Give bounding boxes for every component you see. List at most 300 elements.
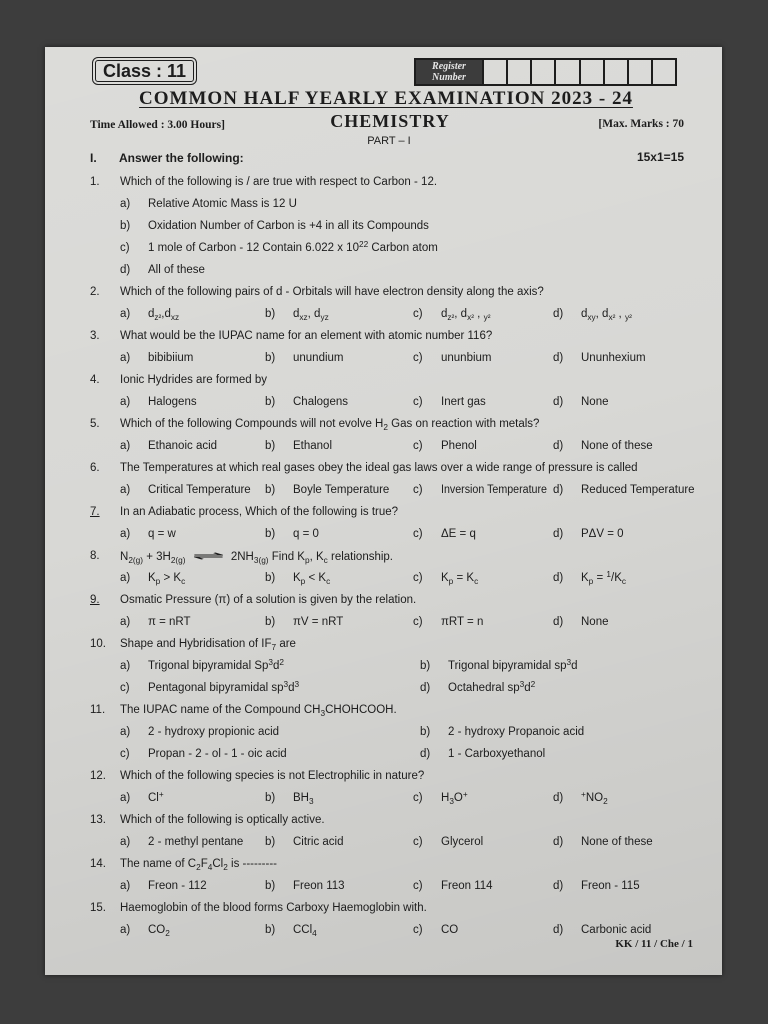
option-label: a)	[120, 572, 131, 584]
superscript: 3	[566, 658, 572, 668]
subscript: 3(g)	[253, 555, 269, 565]
text-run: Ununhexium	[581, 352, 646, 364]
subscript: 3	[449, 796, 454, 806]
options-row	[0, 655, 768, 677]
text-run: 1 - Carboxyethanol	[448, 748, 546, 760]
question-line	[0, 369, 768, 391]
option-label: a)	[120, 484, 131, 496]
superscript: 2	[279, 658, 285, 668]
subscript: 4	[207, 862, 213, 872]
question-line	[0, 633, 768, 655]
option-text	[441, 787, 468, 810]
text-run: Boyle Temperature	[293, 484, 390, 496]
option-text	[148, 875, 207, 897]
text-run: CO	[148, 924, 166, 936]
option-text	[148, 655, 284, 678]
subscript: 3	[308, 796, 314, 806]
subscript: c	[326, 576, 331, 586]
options-row	[0, 677, 768, 699]
option-text	[293, 831, 343, 853]
subscript: 2	[196, 862, 201, 872]
text-run: Trigonal bipyramidal sp	[448, 660, 567, 672]
option-text	[148, 743, 287, 765]
text-run: Carbonic acid	[581, 924, 652, 936]
class-badge: Class : 11	[92, 57, 197, 85]
question-number: 9.	[90, 594, 100, 606]
text-run: ,d	[161, 308, 171, 320]
text-run: Freon - 115	[581, 880, 640, 892]
text-run: + 3H	[143, 551, 171, 563]
part-heading: PART – I	[367, 135, 411, 147]
superscript: +	[462, 790, 468, 800]
question-text	[120, 633, 296, 655]
text-run: Propan - 2 - ol - 1 - oic acid	[148, 748, 287, 760]
option-text	[293, 611, 343, 633]
text-run: Gas on reaction with metals?	[387, 418, 540, 430]
text-run: K	[293, 572, 301, 584]
text-run: 2 - hydroxy propionic acid	[148, 726, 280, 738]
option-label: d)	[553, 880, 564, 892]
register-label-line: Number	[432, 72, 466, 83]
option-text	[293, 391, 348, 413]
text-run: ,	[473, 308, 484, 320]
option-text	[293, 435, 332, 457]
option-text	[293, 787, 314, 810]
text-run: K	[148, 572, 156, 584]
subscript: c	[323, 555, 328, 565]
option-text	[448, 721, 584, 743]
option-label: d)	[553, 396, 564, 408]
text-run: Pentagonal bipyramidal sp	[148, 682, 284, 694]
option-label: d)	[553, 616, 564, 628]
option-label: c)	[413, 880, 423, 892]
text-run: 1 mole of Carbon - 12 Contain 6.022 x 10	[148, 242, 359, 254]
option-label: b)	[265, 528, 276, 540]
option-text	[448, 677, 535, 700]
text-run: = K	[453, 572, 475, 584]
subscript: p	[300, 576, 306, 586]
text-run: 2 - hydroxy Propanoic acid	[448, 726, 585, 738]
option-label: b)	[265, 616, 276, 628]
subscript: p	[588, 576, 594, 586]
subscript: 2(g)	[170, 555, 186, 565]
text-run: πRT = n	[441, 616, 484, 628]
text-run: Cl	[212, 858, 224, 870]
option-label: a)	[120, 352, 131, 364]
option-text	[148, 215, 429, 237]
text-run: K	[441, 572, 449, 584]
register-label-line: Register	[432, 61, 466, 72]
option-label: b)	[265, 880, 276, 892]
superscript: 22	[358, 240, 369, 250]
options-row	[0, 259, 768, 281]
question-line	[0, 897, 768, 919]
subscript: 7	[271, 642, 277, 652]
question-text	[120, 457, 638, 479]
text-run: Which of the following pairs of d - Orbitals will have electron density along the axis?	[120, 286, 544, 298]
text-run: The IUPAC name of the Compound CH	[120, 704, 321, 716]
option-text	[581, 611, 609, 633]
option-label: a)	[120, 880, 131, 892]
text-run: d	[571, 660, 578, 672]
text-run: Critical Temperature	[148, 484, 251, 496]
option-text	[148, 193, 297, 215]
superscript: 1	[606, 570, 611, 580]
option-label: a)	[120, 792, 131, 804]
text-run: Which of the following species is not Electrophilic in nature?	[120, 770, 425, 782]
text-run: d	[273, 660, 280, 672]
option-text	[581, 831, 653, 853]
question-text	[120, 809, 325, 831]
question-text	[120, 171, 437, 193]
option-text	[148, 721, 279, 743]
option-text	[293, 567, 330, 590]
text-run: Ethanol	[293, 440, 333, 452]
question-text	[120, 413, 539, 435]
option-text	[148, 435, 217, 457]
text-run: ΔE = q	[441, 528, 476, 540]
option-label: b)	[120, 220, 131, 232]
text-run: CHOHCOOH.	[325, 704, 397, 716]
option-text	[581, 875, 640, 897]
question-text	[120, 369, 267, 391]
options-row	[0, 193, 768, 215]
option-label: a)	[120, 198, 131, 210]
text-run: None of these	[581, 836, 653, 848]
option-text	[441, 567, 478, 590]
question-line	[0, 765, 768, 787]
option-text	[293, 347, 344, 369]
option-text	[293, 875, 345, 897]
option-text	[148, 919, 170, 942]
option-text	[441, 523, 476, 545]
text-run: d	[524, 682, 531, 694]
question-line	[0, 589, 768, 611]
option-text	[441, 611, 483, 633]
question-line	[0, 809, 768, 831]
option-text	[581, 391, 609, 413]
option-text	[148, 303, 179, 326]
question-line	[0, 545, 768, 567]
option-text	[581, 347, 646, 369]
question-text	[120, 325, 492, 347]
options-row	[0, 721, 768, 743]
max-marks: [Max. Marks : 70	[598, 118, 684, 130]
option-text	[148, 259, 205, 281]
question-number: 8.	[90, 550, 100, 562]
text-run: Relative Atomic Mass is 12 U	[148, 198, 297, 210]
question-text	[120, 589, 416, 611]
text-run: BH	[293, 792, 309, 804]
text-run: =	[593, 572, 607, 584]
superscript: 2	[530, 680, 536, 690]
question-number: 12.	[90, 770, 106, 782]
superscript: 3	[294, 680, 300, 690]
text-run: Find K	[268, 551, 305, 563]
text-run: Citric acid	[293, 836, 344, 848]
text-run	[186, 551, 189, 563]
question-line	[0, 501, 768, 523]
option-label: d)	[553, 440, 564, 452]
section-number: I.	[90, 151, 97, 165]
text-run: bibibiium	[148, 352, 194, 364]
option-label: b)	[265, 352, 276, 364]
option-label: a)	[120, 616, 131, 628]
option-text	[148, 391, 197, 413]
text-run: /K	[611, 572, 622, 584]
text-run: ,	[615, 308, 625, 320]
option-label: c)	[413, 528, 423, 540]
text-run: < K	[305, 572, 327, 584]
question-line	[0, 413, 768, 435]
options-row	[0, 743, 768, 765]
text-run: q = w	[148, 528, 176, 540]
options-row	[0, 523, 768, 545]
option-label: d)	[120, 264, 131, 276]
option-text	[581, 479, 695, 501]
time-allowed: Time Allowed : 3.00 Hours]	[90, 119, 225, 131]
option-text	[581, 787, 608, 810]
option-label: a)	[120, 440, 131, 452]
text-run: None	[581, 396, 609, 408]
option-label: b)	[265, 924, 276, 936]
text-run: None of these	[581, 440, 653, 452]
option-text	[148, 611, 191, 633]
option-text	[441, 831, 483, 853]
option-text	[441, 479, 547, 501]
text-run: What would be the IUPAC name for an element with atomic number 116?	[120, 330, 493, 342]
option-label: c)	[413, 572, 423, 584]
subscript: xz	[299, 312, 308, 322]
text-run: Chalogens	[293, 396, 348, 408]
option-label: c)	[413, 924, 423, 936]
text-run: d	[293, 308, 300, 320]
option-text	[293, 523, 319, 545]
subscript: 4	[312, 928, 317, 938]
option-label: d)	[553, 528, 564, 540]
question-text	[120, 853, 277, 875]
option-label: b)	[265, 572, 276, 584]
text-run: Trigonal bipyramidal Sp	[148, 660, 269, 672]
option-text	[448, 655, 577, 678]
option-text	[293, 919, 317, 942]
question-number: 4.	[90, 374, 100, 386]
subscript: 3	[320, 708, 326, 718]
option-label: c)	[413, 308, 423, 320]
option-label: a)	[120, 660, 131, 672]
options-row	[0, 303, 768, 325]
option-text	[581, 523, 624, 545]
text-run: ununbium	[441, 352, 492, 364]
options-row	[0, 787, 768, 809]
text-run: Oxidation Number of Carbon is +4 in all its Compounds	[148, 220, 429, 232]
option-label: c)	[413, 440, 423, 452]
option-label: a)	[120, 308, 131, 320]
text-run: , d	[454, 308, 468, 320]
option-text	[581, 435, 653, 457]
option-label: c)	[120, 242, 130, 254]
options-row	[0, 567, 768, 589]
subscript: p	[448, 576, 454, 586]
option-text	[148, 237, 438, 260]
options-row	[0, 391, 768, 413]
option-label: d)	[553, 484, 564, 496]
section-instruction: Answer the following:	[119, 151, 244, 165]
option-text	[148, 567, 185, 590]
text-run: Freon - 112	[148, 880, 207, 892]
subscript: 2	[223, 862, 228, 872]
options-row	[0, 831, 768, 853]
options-row	[0, 435, 768, 457]
question-line	[0, 699, 768, 721]
text-run: The Temperatures at which real gases obey the ideal gas laws over a wide range of pressure is called	[120, 462, 638, 474]
text-run: 2NH	[227, 551, 254, 563]
text-run: d	[148, 308, 155, 320]
text-run: In an Adiabatic process, Which of the following is true?	[120, 506, 399, 518]
text-run: , d	[595, 308, 609, 320]
text-run: , K	[309, 551, 324, 563]
section-marks: 15x1=15	[636, 150, 684, 164]
text-run: relationship.	[327, 551, 394, 563]
question-number: 1.	[90, 176, 100, 188]
options-row	[0, 347, 768, 369]
option-text	[441, 303, 490, 326]
text-run: Osmatic Pressure (π) of a solution is given by the relation.	[120, 594, 417, 606]
subscript: z²	[154, 312, 162, 322]
question-text	[120, 765, 424, 787]
options-row	[0, 215, 768, 237]
subscript: p	[304, 555, 310, 565]
text-run: None	[581, 616, 609, 628]
option-label: c)	[413, 616, 423, 628]
question-number: 7.	[90, 506, 100, 518]
text-run: H	[441, 792, 450, 804]
text-run: Haemoglobin of the blood forms Carboxy Haemoglobin with.	[120, 902, 427, 914]
subscript: 2(g)	[128, 555, 144, 565]
option-text	[581, 303, 632, 326]
option-label: b)	[265, 440, 276, 452]
option-label: b)	[265, 396, 276, 408]
text-run: NO	[585, 792, 604, 804]
option-label: c)	[413, 792, 423, 804]
option-label: d)	[553, 352, 564, 364]
text-run: Inert gas	[441, 396, 486, 408]
question-text	[120, 897, 427, 919]
text-run: π = nRT	[148, 616, 191, 628]
question-number: 15.	[90, 902, 106, 914]
text-run: , d	[307, 308, 321, 320]
text-run: CO	[441, 924, 459, 936]
text-run: is ---------	[227, 858, 277, 870]
option-label: d)	[553, 308, 564, 320]
option-label: c)	[120, 748, 130, 760]
subscript: y²	[624, 312, 632, 322]
option-label: b)	[265, 484, 276, 496]
text-run: Which of the following Compounds will not evolve H	[120, 418, 384, 430]
text-run: Cl	[148, 792, 159, 804]
question-line	[0, 457, 768, 479]
question-number: 3.	[90, 330, 100, 342]
text-run: All of these	[148, 264, 205, 276]
subscript: yz	[320, 312, 329, 322]
superscript: 3	[268, 658, 273, 668]
equilibrium-arrow-icon: ⇌	[191, 548, 225, 563]
option-label: b)	[265, 308, 276, 320]
text-run: Shape and Hybridisation of IF	[120, 638, 272, 650]
subscript: x²	[467, 312, 474, 322]
superscript: +	[158, 790, 164, 800]
option-label: a)	[120, 726, 131, 738]
text-run: d	[581, 308, 588, 320]
text-run: Which of the following is / are true with respect to Carbon - 12.	[120, 176, 438, 188]
subscript: xz	[170, 312, 180, 322]
text-run: unundium	[293, 352, 344, 364]
text-run: O	[453, 792, 463, 804]
option-text	[441, 919, 458, 941]
option-label: d)	[553, 572, 564, 584]
question-number: 14.	[90, 858, 106, 870]
option-text	[441, 391, 486, 413]
text-run: Freon 113	[293, 880, 345, 892]
option-label: a)	[120, 528, 131, 540]
superscript: 3	[283, 680, 289, 690]
question-number: 5.	[90, 418, 100, 430]
text-run: πV = nRT	[293, 616, 344, 628]
question-text	[120, 281, 544, 303]
option-text	[148, 831, 243, 853]
options-row	[0, 875, 768, 897]
subscript: xy	[587, 312, 596, 322]
text-run: > K	[160, 572, 182, 584]
subscript: z²	[447, 312, 455, 322]
subscript: 2	[165, 928, 170, 938]
options-row	[0, 611, 768, 633]
text-run: Reduced Temperature	[581, 484, 695, 496]
option-text	[441, 875, 493, 897]
option-text	[441, 435, 477, 457]
option-label: c)	[413, 396, 423, 408]
question-text	[120, 501, 398, 523]
footer-code: KK / 11 / Che / 1	[615, 938, 693, 950]
option-text	[293, 479, 389, 501]
text-run: N	[120, 551, 129, 563]
text-run: 2 - methyl pentane	[148, 836, 244, 848]
text-run: Octahedral sp	[448, 682, 520, 694]
text-run: Halogens	[148, 396, 197, 408]
option-text	[148, 523, 176, 545]
superscript: +	[581, 790, 586, 800]
text-run: d	[441, 308, 448, 320]
text-run: K	[581, 572, 589, 584]
text-run: Phenol	[441, 440, 477, 452]
option-label: a)	[120, 924, 131, 936]
option-text	[293, 303, 329, 326]
option-label: d)	[553, 836, 564, 848]
question-text	[120, 699, 397, 721]
text-run: Ionic Hydrides are formed by	[120, 374, 268, 386]
subscript: c	[181, 576, 186, 586]
option-label: d)	[553, 924, 564, 936]
option-label: b)	[420, 726, 431, 738]
subscript: p	[155, 576, 161, 586]
option-label: d)	[420, 748, 431, 760]
option-label: a)	[120, 836, 131, 848]
option-text	[148, 677, 299, 700]
option-text	[148, 479, 251, 501]
option-text	[148, 347, 193, 369]
subject-title: CHEMISTRY	[330, 111, 450, 131]
question-text	[120, 545, 393, 567]
